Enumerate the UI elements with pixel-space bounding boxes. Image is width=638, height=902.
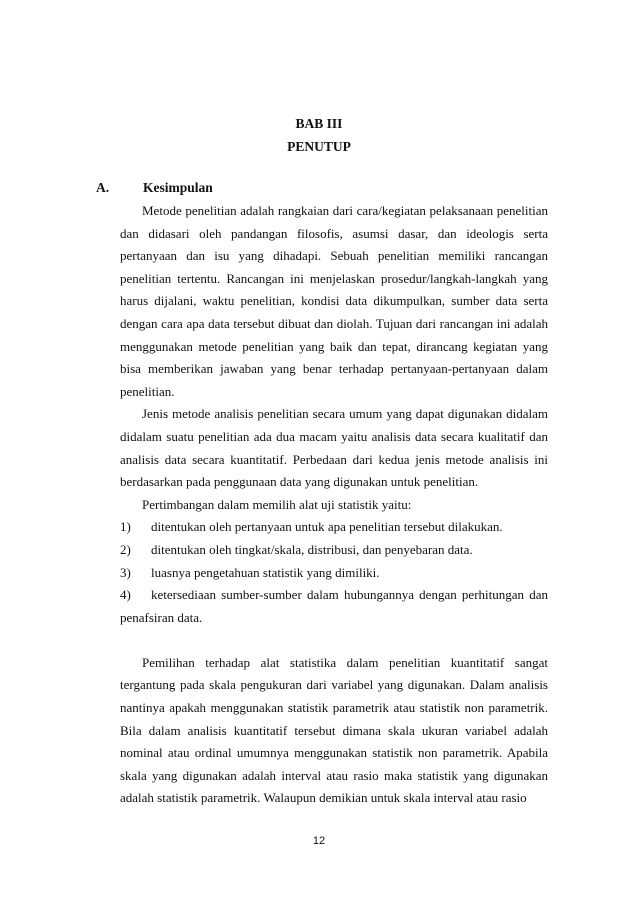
- list-item-text: luasnya pengetahuan statistik yang dimiliki.: [151, 564, 380, 580]
- list-item: [120, 539, 548, 562]
- list-item-number: 1): [120, 519, 131, 535]
- list-item-text: ditentukan oleh pertanyaan untuk apa penelitian tersebut dilakukan.: [151, 519, 503, 535]
- list-item-text: ketersediaan sumber-sumber dalam hubungannya dengan perhitungan dan penafsiran data.: [120, 587, 548, 625]
- section-number: A.: [96, 180, 110, 195]
- section-title: Kesimpulan: [143, 180, 213, 195]
- list-item-text: ditentukan oleh tingkat/skala, distribusi, dan penyebaran data.: [151, 541, 473, 557]
- paragraph-statistics-choice: Pemilihan terhadap alat statistika dalam penelitian kuantitatif sangat tergantung pada skala pengukuran dari variabel yang digunakan. Dalam analisis nantinya apakah menggunakan statistik parametrik atau statistik non parametrik. Bila dalam analisis kuantitatif tersebut dimana skala ukuran variabel adalah nominal atau ordinal umumnya menggunakan statistik non parametrik. Apabila skala yang digunakan adalah interval atau rasio maka statistik yang digunakan adalah statistik parametrik. Walaupun demikian untuk skala interval atau rasio: [120, 654, 548, 806]
- list-item-number: 3): [120, 564, 131, 580]
- document-body: [120, 200, 548, 810]
- list-item: [120, 562, 548, 585]
- chapter-title: PENUTUP: [287, 139, 351, 154]
- paragraph-analysis-types: Jenis metode analisis penelitian secara umum yang dapat digunakan didalam didalam suatu penelitian ada dua macam yaitu analisis data secara kualitatif dan analisis data secara kuantitatif. Perbedaan dari kedua jenis metode analisis ini berdasarkan pada penggunaan data yang digunakan untuk penelitian.: [120, 406, 548, 490]
- page-number: 12: [312, 835, 326, 847]
- section-heading: [96, 180, 213, 196]
- list-item-number: 2): [120, 541, 131, 557]
- paragraph-considerations: Pertimbangan dalam memilih alat uji statistik yaitu:: [142, 496, 412, 512]
- list-item: [120, 584, 548, 629]
- list-item-number: 4): [120, 587, 131, 603]
- chapter-number: BAB III: [295, 116, 343, 131]
- list-item: [120, 516, 548, 539]
- paragraph-methods: Metode penelitian adalah rangkaian dari cara/kegiatan pelaksanaan penelitian dan didasari oleh pandangan filosofis, asumsi dasar, dan ideologis serta pertanyaan dan isu yang dihadapi. Sebuah penelitian memiliki rancangan penelitian tertentu. Rancangan ini menjelaskan prosedur/langkah-langkah yang harus dijalani, waktu penelitian, kondisi data dikumpulkan, sumber data serta dengan cara apa data tersebut dibuat dan diolah. Tujuan dari rancangan ini adalah menggunakan metode penelitian yang baik dan tepat, dirancang kegiatan yang bisa memberikan jawaban yang benar terhadap pertanyaan-pertanyaan dalam penelitian.: [120, 203, 548, 399]
- paragraph-spacer: [120, 629, 548, 652]
